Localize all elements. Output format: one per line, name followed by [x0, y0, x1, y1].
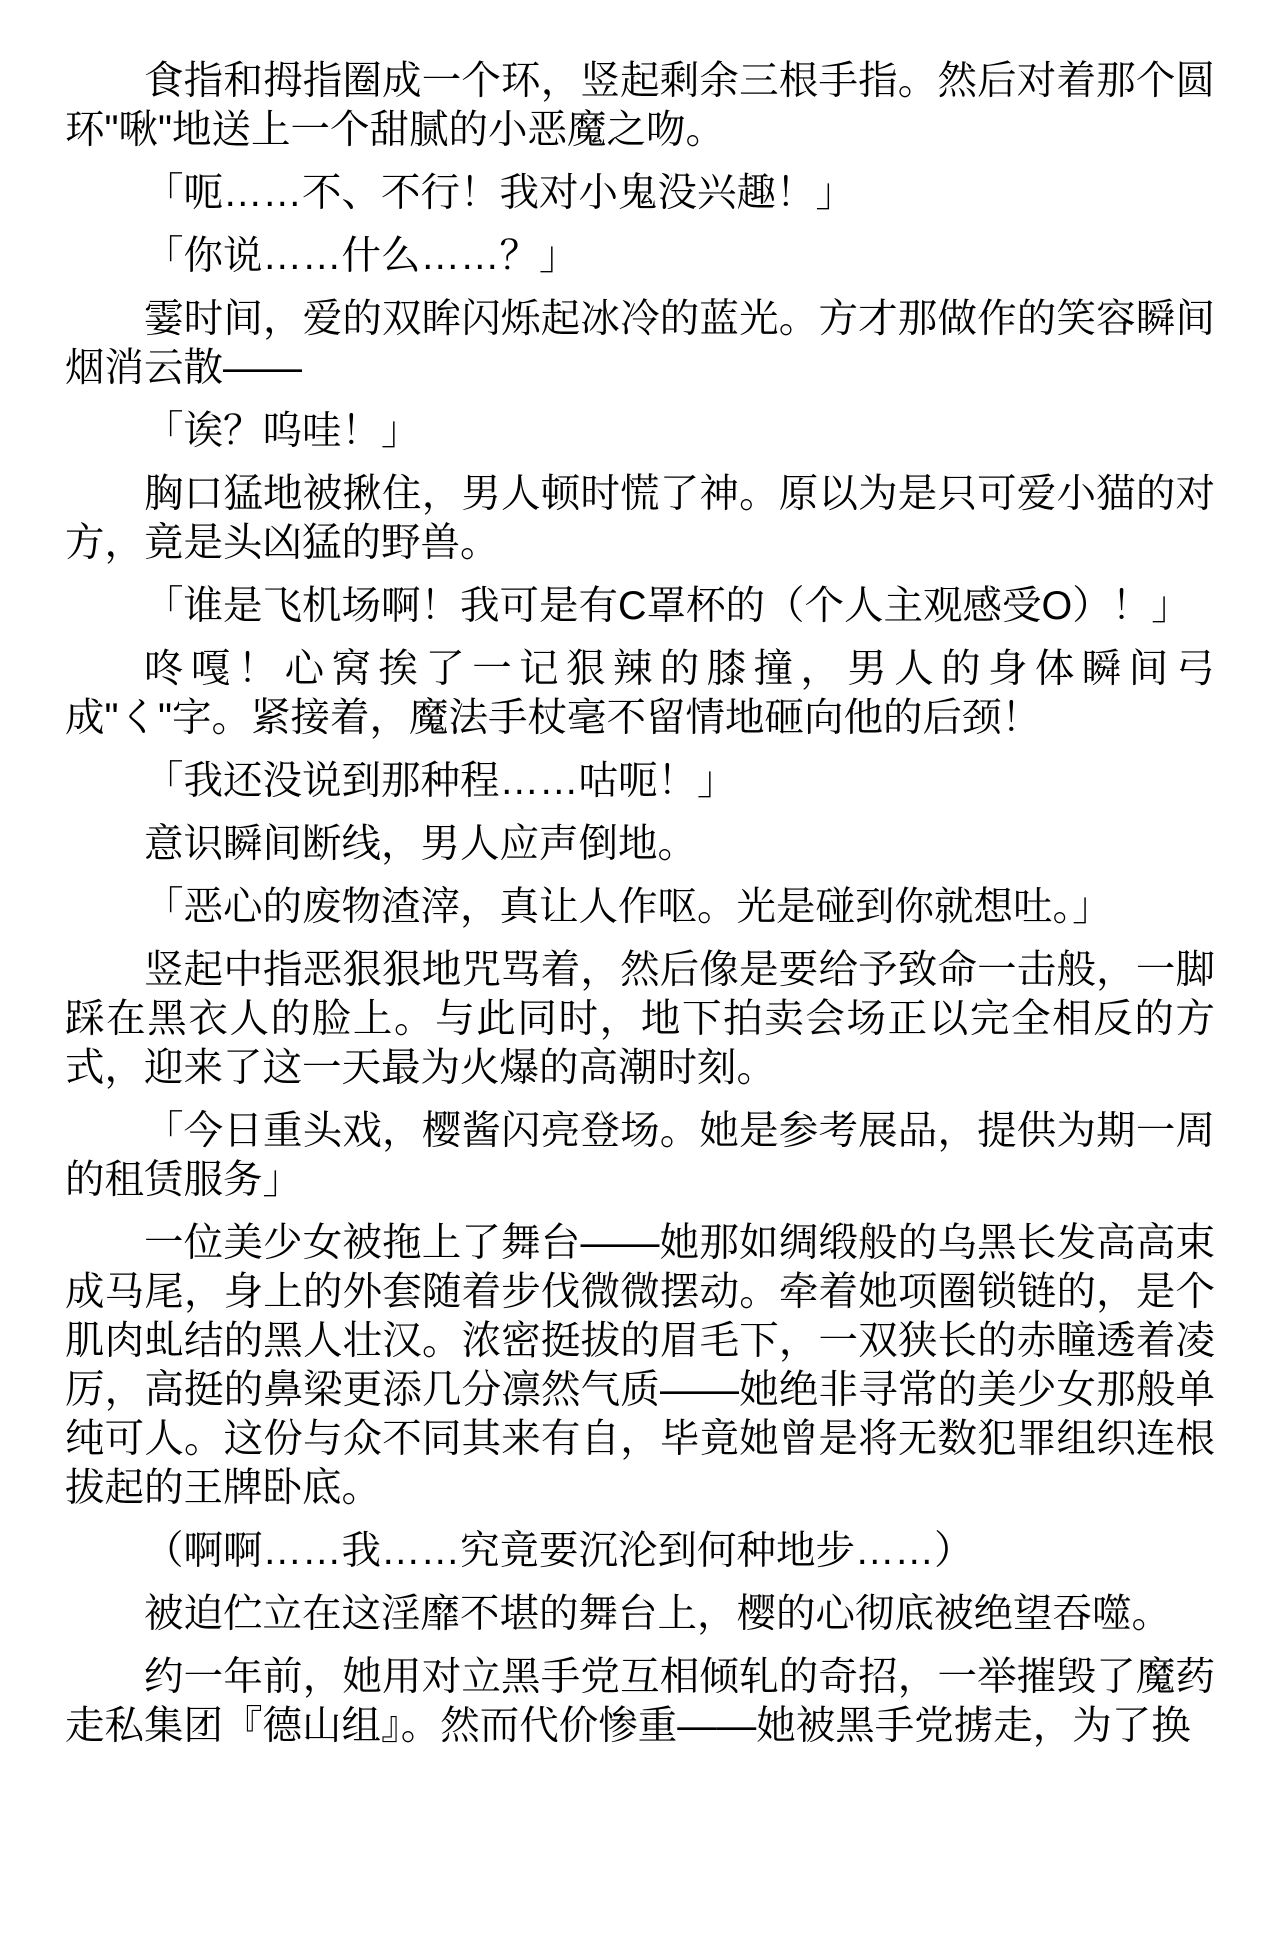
paragraph-narration: 食指和拇指圈成一个环，竖起剩余三根手指。然后对着那个圆环"啾"地送上一个甜腻的小恶魔之吻。 — [65, 59, 1215, 152]
paragraph-dialogue: 「我还没说到那种程……咕呃！」 — [144, 759, 737, 803]
paragraph-dialogue: 「恶心的废物渣滓，真让人作呕。光是碰到你就想吐。」 — [144, 885, 1112, 929]
paragraph-narration: 被迫伫立在这淫靡不堪的舞台上，樱的心彻底被绝望吞噬。 — [144, 1592, 1171, 1636]
paragraph-narration: 胸口猛地被揪住，男人顿时慌了神。原以为是只可爱小猫的对方，竟是头凶猛的野兽。 — [65, 472, 1215, 565]
paragraph-narration: 一位美少女被拖上了舞台——她那如绸缎般的乌黑长发高高束成马尾，身上的外套随着步伐微微摆动。牵着她项圈锁链的，是个肌肉虬结的黑人壮汉。浓密挺拔的眉毛下，一双狭长的赤瞳透着凌厉，高挺的鼻梁更添几分凛然气质——她绝非寻常的美少女那般单纯可人。这份与众不同其来有自，毕竟她曾是将无数犯罪组织连根拔起的王牌卧底。 — [65, 1221, 1215, 1510]
paragraph-dialogue: 「今日重头戏，樱酱闪亮登场。她是参考展品，提供为期一周的租赁服务」 — [65, 1109, 1215, 1202]
paragraph-narration: 霎时间，爱的双眸闪烁起冰冷的蓝光。方才那做作的笑容瞬间烟消云散—— — [65, 297, 1215, 390]
paragraph-dialogue: 「诶？呜哇！」 — [144, 409, 421, 453]
paragraph-narration: 竖起中指恶狠狠地咒骂着，然后像是要给予致命一击般，一脚踩在黑衣人的脸上。与此同时，地下拍卖会场正以完全相反的方式，迎来了这一天最为火爆的高潮时刻。 — [65, 948, 1215, 1090]
paragraph-dialogue: 「呃……不、不行！我对小鬼没兴趣！」 — [144, 171, 855, 215]
paragraph-narration: 约一年前，她用对立黑手党互相倾轧的奇招，一举摧毁了魔药走私集团『德山组』。然而代价惨重——她被黑手党掳走，为了换 — [65, 1655, 1215, 1748]
paragraph-inner-monologue: （啊啊……我……究竟要沉沦到何种地步……） — [144, 1529, 974, 1573]
paragraph-narration: 咚嘎！心窝挨了一记狠辣的膝撞，男人的身体瞬间弓成"く"字。紧接着，魔法手杖毫不留情地砸向他的后颈！ — [65, 647, 1215, 740]
paragraph-narration: 意识瞬间断线，男人应声倒地。 — [144, 822, 697, 866]
paragraph-dialogue: 「谁是飞机场啊！我可是有C罩杯的（个人主观感受O）！」 — [144, 584, 1191, 628]
paragraph-dialogue: 「你说……什么……？」 — [144, 234, 579, 278]
